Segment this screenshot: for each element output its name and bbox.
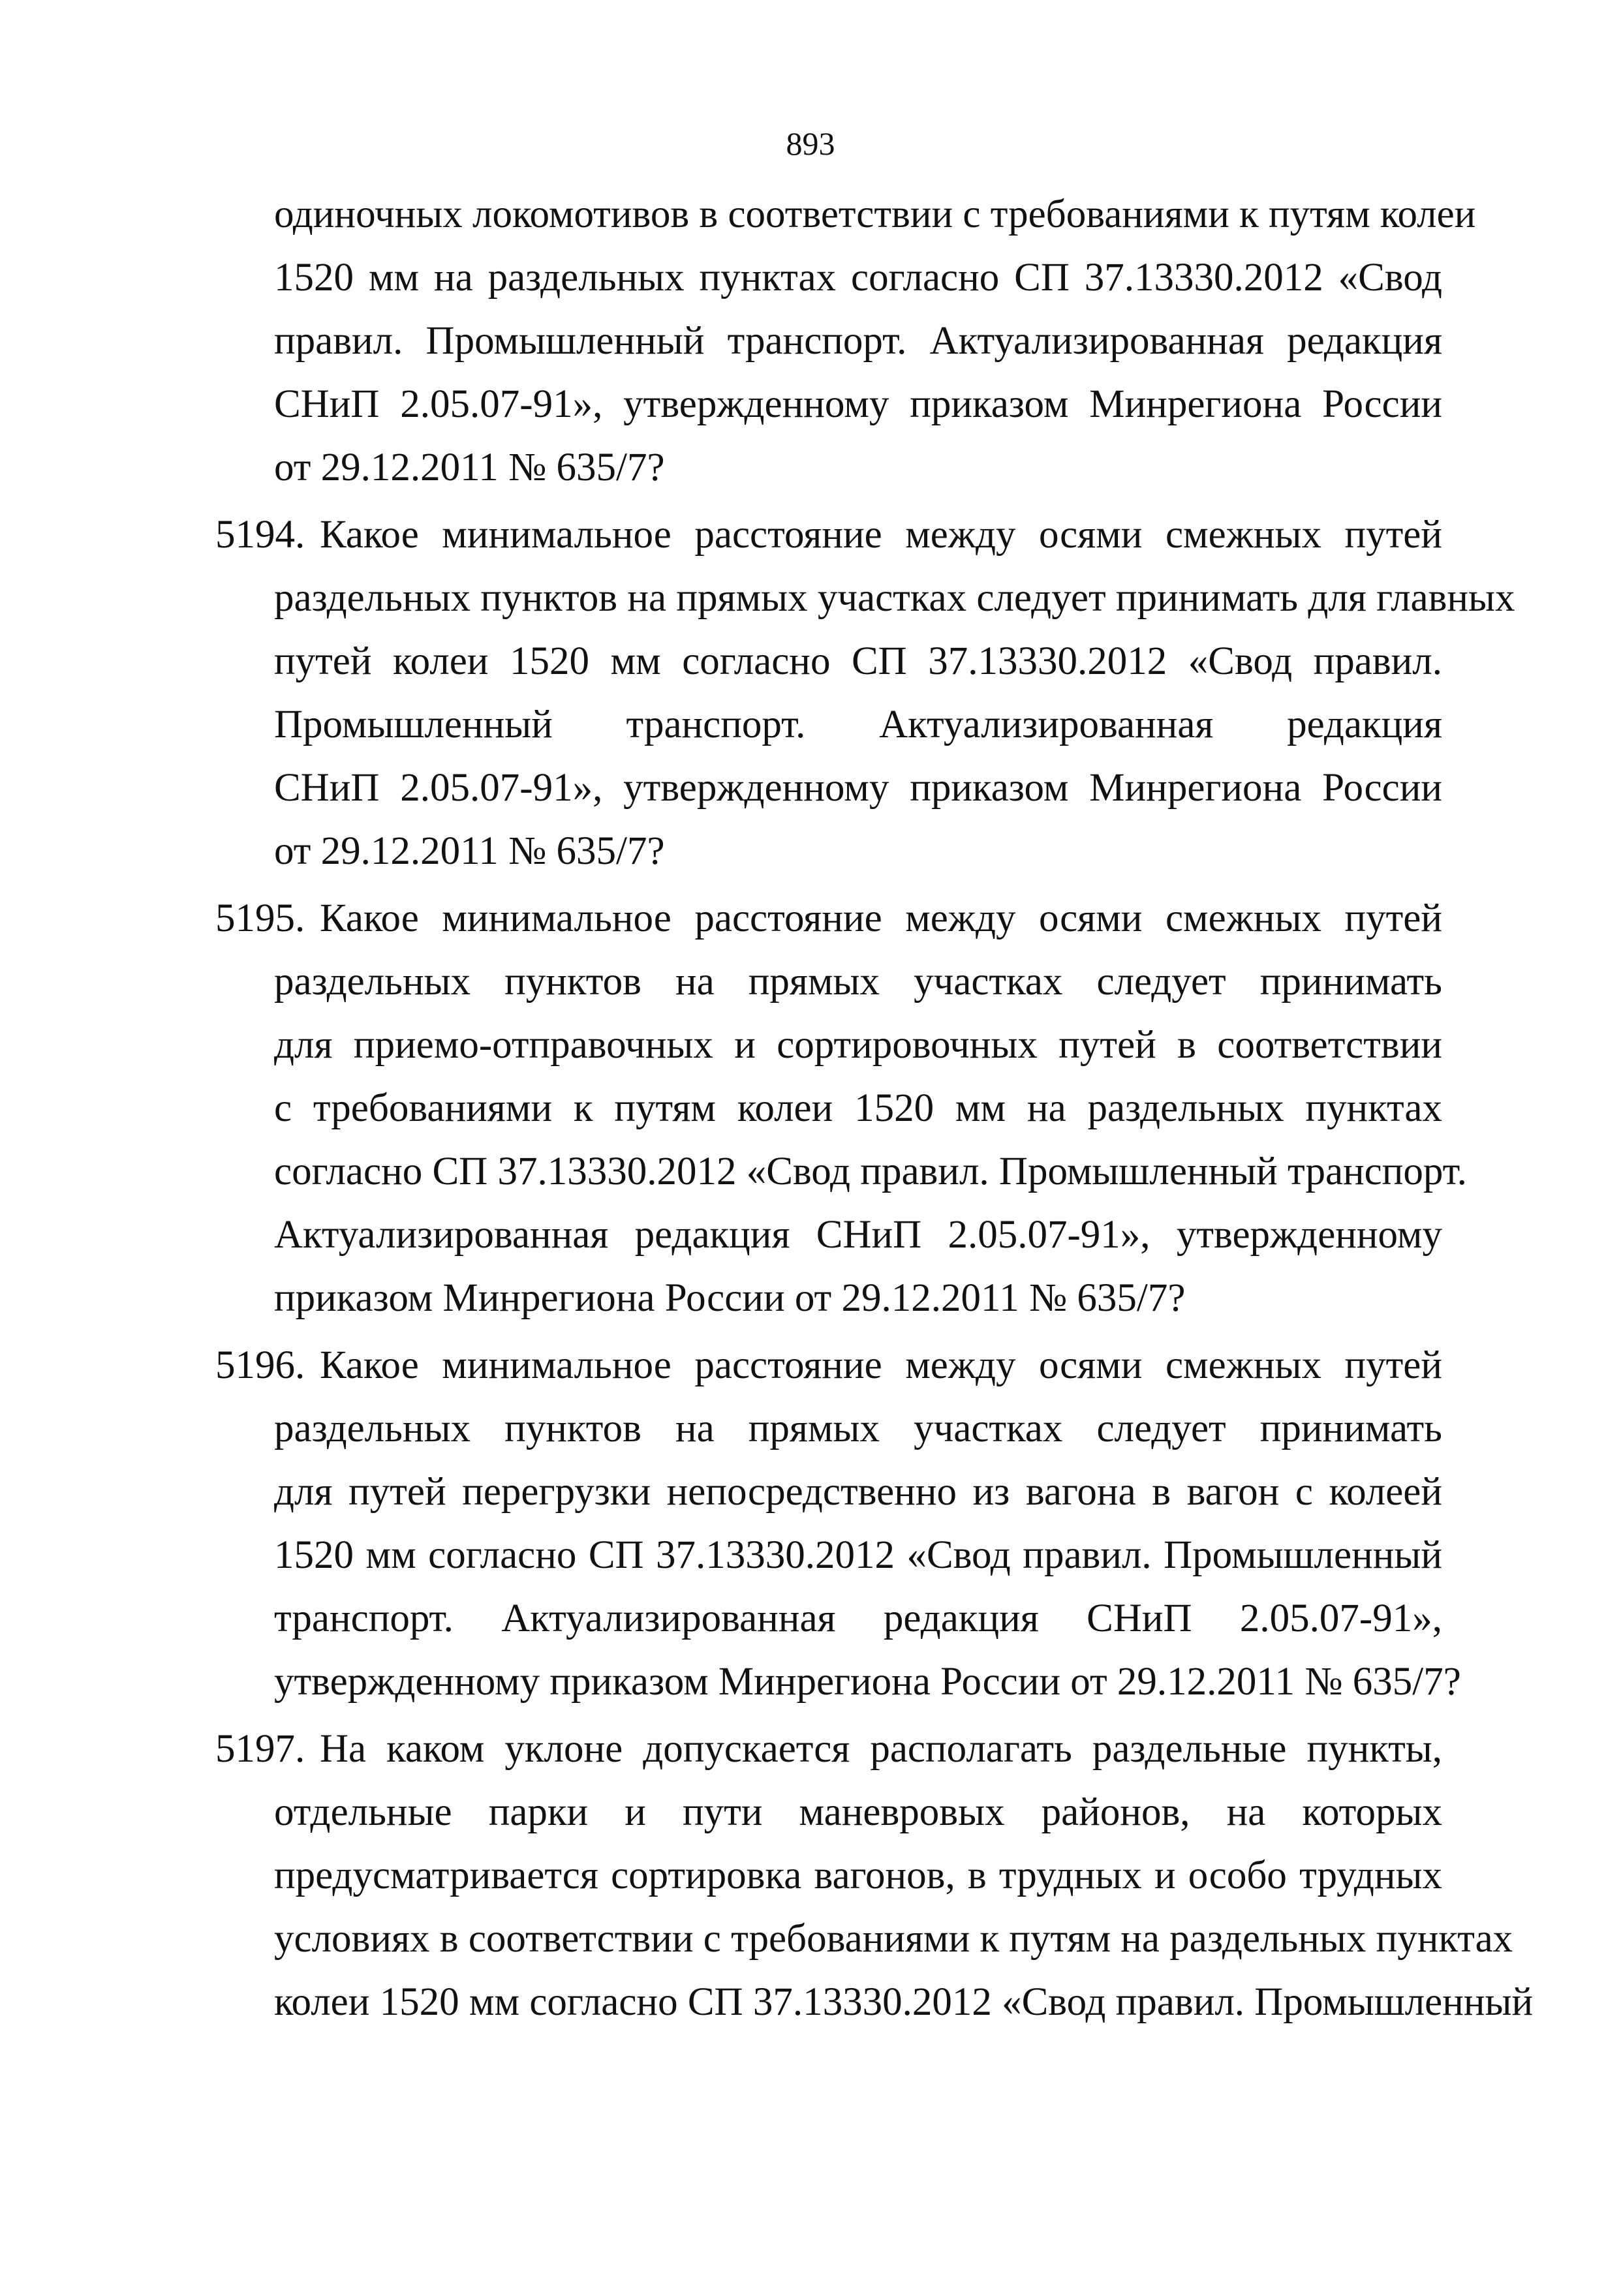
- question-text-line: Какое минимальное расстояние между осями смежных путей: [320, 896, 1442, 940]
- question-text-line: Промышленный транспорт. Актуализированная редакция: [274, 703, 1442, 746]
- question-text-line: для приемо-отправочных и сортировочных путей в соответствии: [274, 1023, 1442, 1067]
- question-text-line: Актуализированная редакция СНиП 2.05.07-91», утвержденному: [274, 1213, 1442, 1257]
- question-text-line: условиях в соответствии с требованиями к путям на раздельных пунктах: [274, 1917, 1513, 1961]
- question-number: 5194.: [215, 513, 305, 557]
- question-5197: [215, 1717, 1442, 1781]
- document-body: [215, 183, 1534, 2034]
- question-text-line: колеи 1520 мм согласно СП 37.13330.2012 «Свод правил. Промышленный: [274, 1980, 1534, 2024]
- question-text-line: раздельных пунктов на прямых участках следует принимать для главных: [274, 576, 1515, 620]
- question-text-line: утвержденному приказом Минрегиона России от 29.12.2011 № 635/7?: [274, 1660, 1461, 1704]
- question-text-line: отдельные парки и пути маневровых районов, на которых: [274, 1790, 1442, 1834]
- page-number: 893: [786, 125, 835, 162]
- question-text-line: Какое минимальное расстояние между осями смежных путей: [320, 513, 1442, 557]
- question-text-line: с требованиями к путям колеи 1520 мм на раздельных пунктах: [274, 1086, 1442, 1130]
- question-text-line: На каком уклоне допускается располагать раздельные пункты,: [320, 1727, 1442, 1771]
- intro-line: СНиП 2.05.07-91», утвержденному приказом Минрегиона России: [274, 382, 1442, 426]
- question-text-line: 1520 мм согласно СП 37.13330.2012 «Свод правил. Промышленный: [274, 1533, 1442, 1577]
- question-number: 5196.: [215, 1343, 305, 1387]
- question-5194: [215, 503, 1442, 566]
- question-text-line: согласно СП 37.13330.2012 «Свод правил. Промышленный транспорт.: [274, 1150, 1467, 1193]
- intro-line: 1520 мм на раздельных пунктах согласно СП 37.13330.2012 «Свод: [274, 256, 1442, 299]
- question-text-line: приказом Минрегиона России от 29.12.2011 № 635/7?: [274, 1276, 1186, 1320]
- question-text-line: для путей перегрузки непосредственно из вагона в вагон с колеей: [274, 1470, 1442, 1514]
- question-text-line: транспорт. Актуализированная редакция СНиП 2.05.07-91»,: [274, 1597, 1442, 1640]
- intro-line: от 29.12.2011 № 635/7?: [274, 446, 665, 489]
- question-5196: [215, 1334, 1442, 1397]
- question-number: 5197.: [215, 1727, 305, 1771]
- question-text-line: предусматривается сортировка вагонов, в трудных и особо трудных: [274, 1854, 1442, 1897]
- question-text-line: раздельных пунктов на прямых участках следует принимать: [274, 1407, 1442, 1450]
- question-text-line: Какое минимальное расстояние между осями смежных путей: [320, 1343, 1442, 1387]
- question-text-line: от 29.12.2011 № 635/7?: [274, 829, 665, 873]
- question-text-line: СНиП 2.05.07-91», утвержденному приказом Минрегиона России: [274, 766, 1442, 810]
- intro-line: правил. Промышленный транспорт. Актуализированная редакция: [274, 319, 1442, 363]
- intro-line: одиночных локомотивов в соответствии с требованиями к путям колеи: [274, 192, 1476, 236]
- question-5195: [215, 887, 1442, 950]
- question-text-line: раздельных пунктов на прямых участках следует принимать: [274, 960, 1442, 1003]
- question-text-line: путей колеи 1520 мм согласно СП 37.13330.2012 «Свод правил.: [274, 639, 1442, 683]
- question-number: 5195.: [215, 896, 305, 940]
